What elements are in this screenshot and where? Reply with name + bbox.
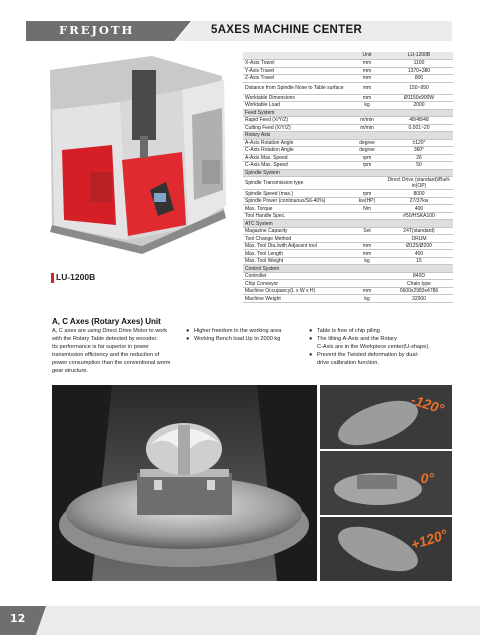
table-row [243,242,453,250]
spec-item: A-Axis Rotation Angle [243,139,349,147]
description-line: gear structure. [52,368,89,375]
description-line: with the Rotary Table detected by encoder. [52,336,158,343]
table-row [243,287,453,295]
table-row [243,250,453,258]
table-row [243,295,453,303]
spec-value: 5600x2983x4786 [385,287,453,295]
spec-item: Spindle Transmission type [243,177,349,190]
table-row [243,117,453,125]
spec-item: ATC System [243,220,349,228]
table-row [243,82,453,94]
spec-value: 360° [385,147,453,155]
spec-unit: mm [349,60,385,68]
bullet-icon: ● [186,336,190,343]
table-row [243,154,453,162]
spec-unit: degree [349,139,385,147]
spec-value: 24T(standard) [385,227,453,235]
spec-value: 400 [385,205,453,213]
spec-value: 2000 [385,102,453,110]
spec-unit: mm [349,94,385,102]
list-item [309,351,459,359]
spec-item: Rapid Feed (X/Y/Z) [243,117,349,125]
spec-item: Spindle Power (continuous/S6-40%) [243,197,349,205]
table-row [243,265,453,273]
spec-unit: Nm [349,205,385,213]
spec-value: Ø125/Ø200 [385,242,453,250]
list-item [309,335,459,343]
spec-item: Magazine Capacity [243,227,349,235]
spec-value: #50/HSKA100 [385,212,453,220]
spec-item: Machine Weight [243,295,349,303]
spec-item: Worktable Dimensions [243,94,349,102]
spec-unit: Set [349,227,385,235]
brand-logo-text: FREJOTH [59,23,135,37]
section-title: A, C Axes (Rotary Axes) Unit [52,317,161,326]
spec-unit: m/min [349,117,385,125]
spec-item: Controller [243,272,349,280]
list-item-text: Prevent the Twisted deformation by dual- [317,352,419,359]
spec-unit: mm [349,250,385,258]
spec-value [385,220,453,228]
table-row [243,94,453,102]
angle-label-top: -120° [409,391,446,417]
spec-unit: mm [349,75,385,83]
spec-unit [349,280,385,288]
spec-unit: kg [349,257,385,265]
spec-value: 8000 [385,190,453,198]
page-title: 5AXES MACHINE CENTER [211,24,363,36]
spec-value: ±120° [385,139,453,147]
spec-value: 1370+380 [385,67,453,75]
spec-item: Tool Handle Spec. [243,212,349,220]
spec-unit [349,177,385,190]
spec-item: Spindle System [243,169,349,177]
page-number: 12 [10,612,26,625]
spec-item: C-Axis Max. Speed [243,162,349,170]
spec-value: 400 [385,250,453,258]
spec-unit [349,109,385,117]
spec-item: C-Axis Rotation Angle [243,147,349,155]
spec-value: 27/37kw [385,197,453,205]
spec-value: 32000 [385,295,453,303]
list-item-continuation: drive calibration function. [317,360,379,367]
list-item [186,335,306,343]
spec-value: 48/48/48 [385,117,453,125]
spec-unit [349,212,385,220]
bullet-icon: ● [186,328,190,334]
spec-value [385,169,453,177]
spec-unit: mm [349,287,385,295]
spec-head-item [243,52,349,60]
list-item [186,327,306,335]
spec-item: Machine Occupancy(L x W x H) [243,287,349,295]
angle-label-bottom: +120° [408,525,450,553]
table-row [243,235,453,243]
bullet-icon: ● [309,336,313,343]
spec-unit: rpm [349,154,385,162]
table-row [243,109,453,117]
spec-item: Feed System [243,109,349,117]
spec-item: Chip Conveyor [243,280,349,288]
table-row [243,227,453,235]
spec-item: Z-Axis Travel [243,75,349,83]
spec-unit: kg [349,102,385,110]
description-line: power consumption than the conventional worm [52,360,171,367]
table-row [243,75,453,83]
spec-value [385,109,453,117]
spec-item: Tool Change Method [243,235,349,243]
description-line: A, C axes are using Direct Drive Motor to work [52,328,168,334]
table-row [243,102,453,110]
spec-table-head [243,52,453,60]
spec-value: DRUM [385,235,453,243]
table-row [243,60,453,68]
spec-value: 800 [385,75,453,83]
table-row [243,177,453,190]
spec-table [243,52,453,303]
spec-value [385,132,453,140]
list-item [309,327,459,335]
table-row [243,67,453,75]
spec-head-model: LU-1200B [385,52,453,60]
spec-value: 1100 [385,60,453,68]
description-line: Its performance is far superior in power [52,344,149,351]
list-item-text: Working Bench load Up to 2000 kg [194,336,281,343]
spec-unit [349,265,385,273]
table-row [243,190,453,198]
spec-item: Max. Tool Length [243,250,349,258]
model-label: LU-1200B [56,272,96,282]
spec-item: Max. Tool Weight [243,257,349,265]
spec-unit [349,169,385,177]
spec-value: 840D [385,272,453,280]
page-header [26,21,452,41]
table-row [243,169,453,177]
spec-item: Rotary Axis [243,132,349,140]
spec-item: Cutting Feed (X/Y/Z) [243,124,349,132]
spec-item: Control System [243,265,349,273]
spec-item: Distance from Spindle Nose to Table surface [243,82,349,94]
feature-list-right [309,327,459,367]
description-line: transmission efficiency and the reduction of [52,352,160,359]
spec-unit [349,235,385,243]
spec-unit: degree [349,147,385,155]
spec-value: 26 [385,154,453,162]
bullet-icon: ● [309,328,313,334]
table-row [243,197,453,205]
model-accent-bar [51,273,54,283]
spec-item: Max. Torque [243,205,349,213]
list-item-text: Higher freedom in the working area [194,328,282,334]
angle-label-mid: 0° [420,470,434,486]
spec-unit: mm [349,67,385,75]
table-row [243,139,453,147]
spec-item: Worktable Load [243,102,349,110]
spec-unit: rpm [349,162,385,170]
spec-value: Chain type [385,280,453,288]
spec-value: 150~950 [385,82,453,94]
feature-list-center [186,327,306,343]
table-row [243,220,453,228]
spec-item: Spindle Speed (max.) [243,190,349,198]
spec-unit: mm [349,82,385,94]
spec-unit: kw(HP) [349,197,385,205]
spec-value: 15 [385,257,453,265]
spec-unit [349,272,385,280]
spec-value [385,265,453,273]
spec-item: Max. Tool Dia./with Adjacent tool [243,242,349,250]
spec-value: Direct Drive (standard)/Built-in(OP) [385,177,453,190]
table-row [243,272,453,280]
spec-unit [349,220,385,228]
spec-unit: kg [349,295,385,303]
spec-unit: m/min [349,124,385,132]
table-row [243,212,453,220]
footer-band [0,606,480,635]
spec-unit: rpm [349,190,385,198]
spec-value: 50 [385,162,453,170]
table-row [243,280,453,288]
spec-item: Y-Axis Travel [243,67,349,75]
spec-item: X-Axis Travel [243,60,349,68]
machine-photo [32,50,242,265]
list-item-text: Table is free of chip piling [317,328,380,334]
spec-unit [349,132,385,140]
table-row [243,257,453,265]
table-row [243,124,453,132]
list-item-text: The tilting A-Axis and the Rotary [317,336,397,343]
spec-head-unit: Unit [349,52,385,60]
list-item-continuation: C-Axis are in the Workpiece center(U-shape). [317,344,430,351]
table-row [243,132,453,140]
table-row [243,205,453,213]
table-row [243,162,453,170]
table-row [243,147,453,155]
bullet-icon: ● [309,352,313,359]
rotary-table-photo [52,385,452,581]
spec-value: Ø1150x900W [385,94,453,102]
spec-value: 0.001~20 [385,124,453,132]
spec-item: A-Axis Max. Speed [243,154,349,162]
description-paragraph [52,327,182,376]
spec-unit: mm [349,242,385,250]
